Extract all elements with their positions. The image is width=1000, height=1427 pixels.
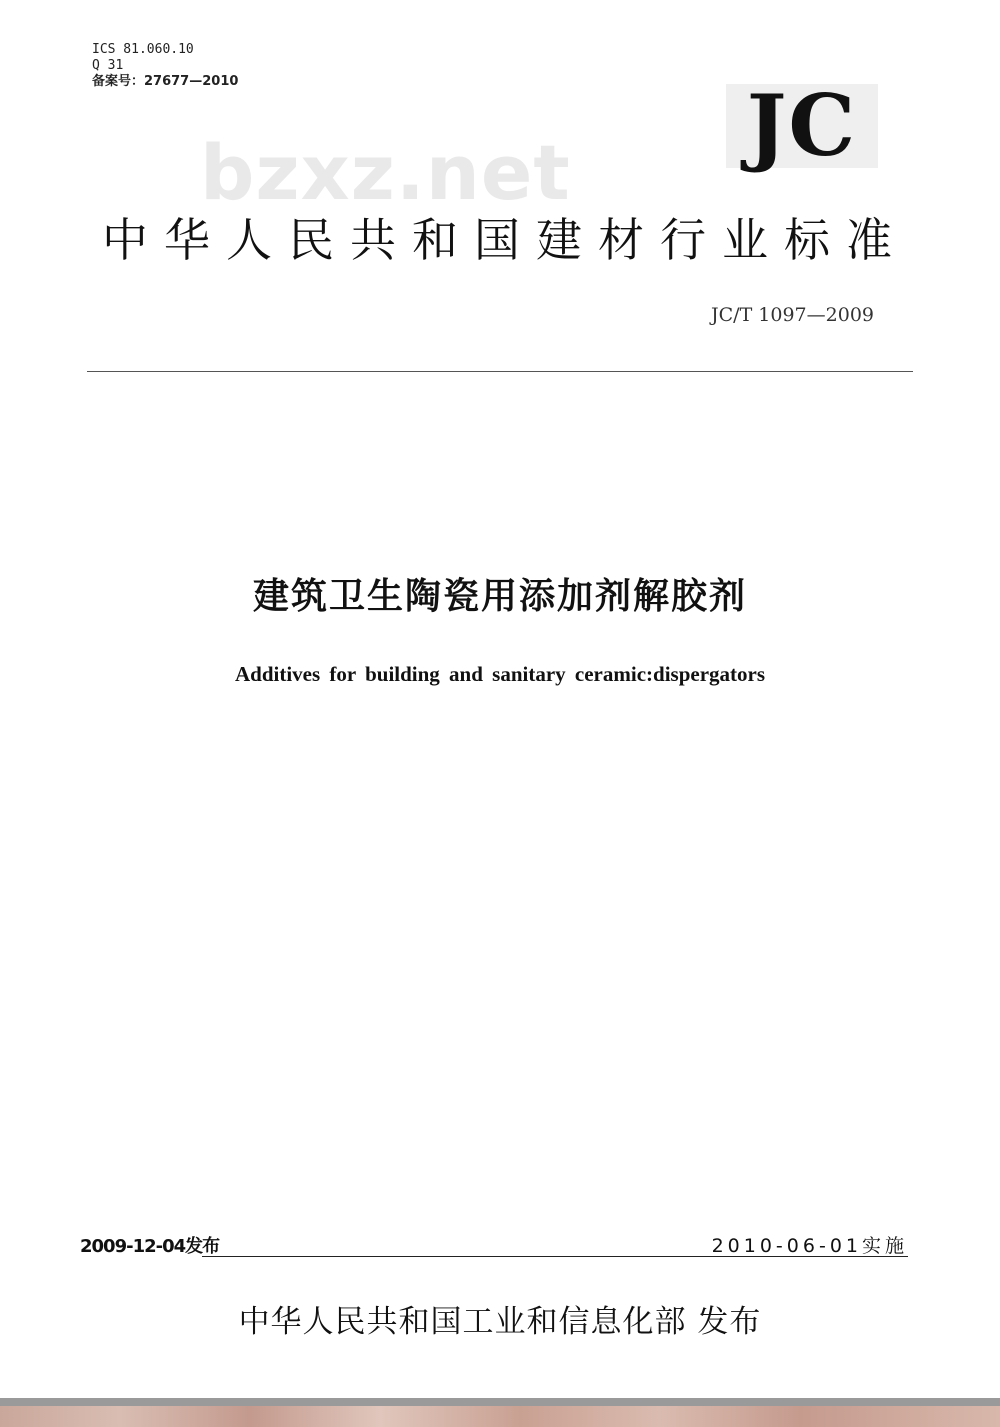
document-title-english: Additives for building and sanitary ceramic:dispergators — [234, 662, 766, 686]
document-title-chinese: 建筑卫生陶瓷用添加剂解胶剂 — [252, 576, 747, 617]
page-bottom-edge — [0, 1398, 1000, 1406]
date-row — [80, 1232, 908, 1258]
classification-block — [92, 42, 238, 90]
ics-code: ICS 81.060.10 — [92, 42, 194, 57]
implementation-date: 2010-06-01实施 — [711, 1235, 908, 1257]
standard-category-title: 中华人民共和国建材行业标准 — [102, 213, 908, 267]
ccs-code: Q 31 — [92, 58, 124, 73]
standard-number: JC/T 1097—2009 — [711, 304, 874, 326]
issue-date: 2009-12-04发布 — [80, 1236, 220, 1257]
filing-number: 备案号：27677—2010 — [92, 74, 239, 89]
watermark: bzxz.net — [200, 128, 571, 217]
background-strip — [0, 1406, 1000, 1427]
issuing-authority: 中华人民共和国工业和信息化部 发布 — [238, 1304, 762, 1340]
jc-logo-text: JC — [746, 76, 858, 175]
header-divider — [87, 371, 913, 372]
jc-logo — [726, 76, 878, 175]
